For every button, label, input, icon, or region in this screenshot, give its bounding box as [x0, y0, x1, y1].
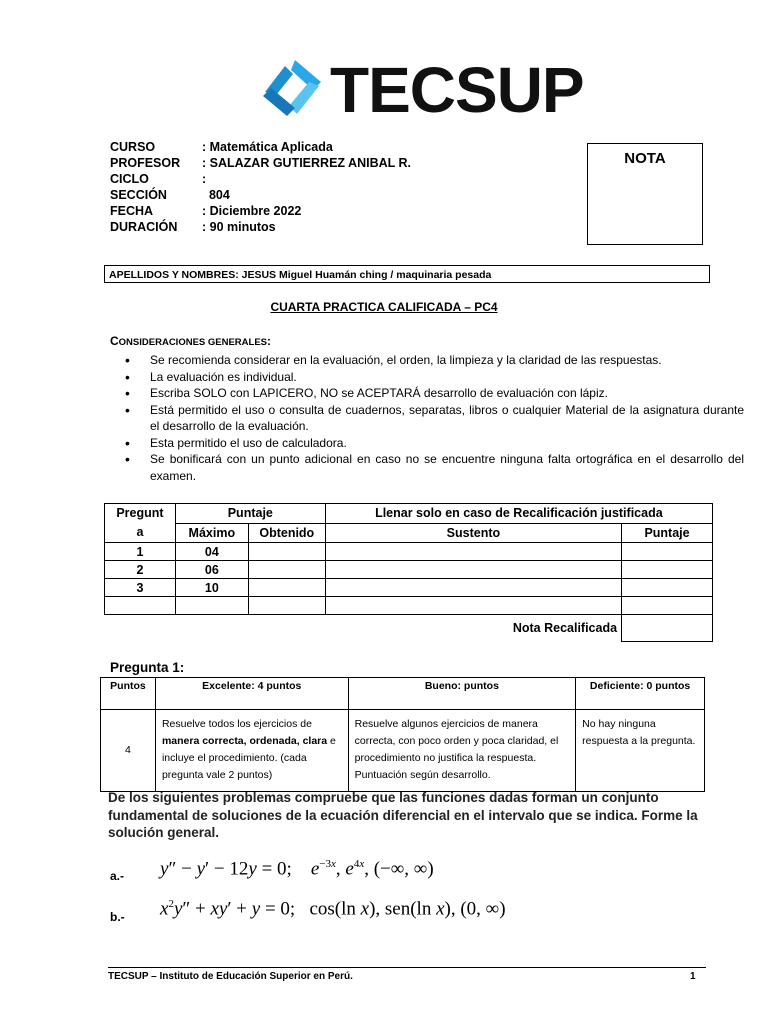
info-row-fecha — [0, 203, 580, 219]
consideration-item: • Esta permitido el uso de calculadora. — [150, 435, 744, 452]
heading-initial: C — [110, 334, 119, 348]
obtained-score-cell[interactable] — [248, 561, 325, 579]
grade-box — [587, 143, 703, 245]
question-instructions: De los siguientes problemas compruebe que las funciones dadas forman un conjunto fundamental de soluciones de la ecuación diferencial en el intervalo que se indica. Forme la solución general. — [108, 790, 698, 840]
consideration-item: • Se recomienda considerar en la evaluación, el orden, la limpieza y la claridad de las respuestas. — [150, 352, 744, 369]
question-1-title: Pregunta 1: — [110, 660, 185, 675]
course-info — [0, 139, 580, 239]
header-recalificacion: Llenar solo en caso de Recalificación justificada — [325, 504, 712, 524]
consideration-item: • Se bonificará con un punto adicional en caso no se encuentre ninguna falta ortográfica en el desarrollo del examen. — [150, 451, 744, 484]
heading-colon: : — [267, 334, 271, 348]
consideration-item: • La evaluación es individual. — [150, 369, 744, 386]
question-number: 3 — [105, 579, 176, 597]
info-value: : Matemática Aplicada — [202, 140, 333, 154]
info-value: : — [202, 172, 207, 186]
recalif-score-cell[interactable] — [622, 579, 713, 597]
info-row-ciclo — [0, 171, 580, 187]
empty-cell[interactable] — [248, 597, 325, 615]
info-value: : 90 minutos — [202, 220, 276, 234]
rubric-header-deficiente: Deficiente: 0 puntos — [576, 678, 705, 710]
header-obtenido: Obtenido — [248, 523, 325, 543]
max-score: 10 — [175, 579, 248, 597]
consideration-item: • Escriba SOLO con LAPICERO, NO se ACEPTARÁ desarrollo de evaluación con lápiz. — [150, 385, 744, 402]
question-number: 2 — [105, 561, 176, 579]
header-pregunta: Pregunta — [105, 504, 176, 543]
info-row-profesor — [0, 155, 580, 171]
obtained-score-cell[interactable] — [248, 543, 325, 561]
header-maximo: Máximo — [175, 523, 248, 543]
table-row — [105, 543, 713, 561]
table-row — [105, 561, 713, 579]
header-puntaje: Puntaje — [175, 504, 325, 524]
question-number: 1 — [105, 543, 176, 561]
item-b-equation: $x^2y'' + xy' + y = 0$; cos(ln x), sen(ln x), (0, ∞) — [160, 898, 506, 920]
rubric-deficiente: No hay ninguna respuesta a la pregunta. — [576, 710, 705, 792]
info-label: CURSO — [110, 140, 156, 154]
info-row-seccion — [0, 187, 580, 203]
rubric-excelente — [155, 710, 348, 792]
grade-label: NOTA — [624, 150, 666, 167]
sustento-cell[interactable] — [325, 543, 621, 561]
info-row-duracion — [0, 219, 580, 235]
info-value: : Diciembre 2022 — [202, 204, 302, 218]
max-score: 04 — [175, 543, 248, 561]
header-sustento: Sustento — [325, 523, 621, 543]
empty-cell[interactable] — [175, 597, 248, 615]
rubric-table — [100, 677, 705, 792]
rubric-excelente-emphasis: manera correcta, ordenada, clara — [161, 735, 328, 747]
info-row-curso — [0, 139, 580, 155]
item-a-label: a.- — [110, 869, 125, 883]
tecsup-emblem-icon — [255, 52, 330, 124]
empty-cell[interactable] — [622, 597, 713, 615]
item-b-label: b.- — [110, 910, 125, 924]
rubric-header-puntos: Puntos — [101, 678, 156, 710]
heading-rest: ONSIDERACIONES GENERALES — [118, 337, 267, 348]
obtained-score-cell[interactable] — [248, 579, 325, 597]
info-value: : SALAZAR GUTIERREZ ANIBAL R. — [202, 156, 412, 170]
consideration-item: • Está permitido el uso o consulta de cuadernos, separatas, libros o cualquier Material de la asignatura durante el desarrollo de la evaluación. — [150, 402, 744, 435]
student-name-field[interactable]: APELLIDOS Y NOMBRES: JESUS Miguel Huamán ching / maquinaria pesada — [104, 265, 710, 283]
rubric-bueno: Resuelve algunos ejercicios de manera correcta, con poco orden y poca claridad, el procedimiento no justifica la respuesta. Puntuación según desarrollo. — [348, 710, 576, 792]
exam-title-text: CUARTA PRACTICA CALIFICADA – PC4 — [270, 300, 498, 314]
rubric-points: 4 — [101, 710, 156, 792]
footer-divider — [108, 967, 706, 968]
recalif-score-cell[interactable] — [622, 543, 713, 561]
sustento-cell[interactable] — [325, 561, 621, 579]
info-label: SECCIÓN — [110, 188, 167, 202]
footer-text: TECSUP – Instituto de Educación Superior en Perú. — [108, 971, 353, 982]
sustento-cell[interactable] — [325, 579, 621, 597]
nota-recalificada-label: Nota Recalificada — [512, 621, 618, 636]
score-table — [104, 503, 713, 642]
empty-cell[interactable] — [325, 597, 621, 615]
empty-cell[interactable] — [105, 597, 176, 615]
nota-recalificada-cell[interactable] — [622, 615, 713, 642]
table-row — [105, 597, 713, 615]
info-value: 804 — [202, 188, 230, 202]
recalif-score-cell[interactable] — [622, 561, 713, 579]
max-score: 06 — [175, 561, 248, 579]
considerations-heading — [110, 334, 271, 348]
item-a-equation: y″ − y′ − 12y = 0; $e^{-3x}$, $e^{4x}$, (−∞, ∞) — [160, 858, 434, 880]
rubric-excelente-text-c: e incluye el procedimiento. (cada pregunta vale 2 puntos) — [161, 735, 336, 781]
info-label: PROFESOR — [110, 156, 181, 170]
info-label: CICLO — [110, 172, 149, 186]
header-puntaje-recalif: Puntaje — [622, 523, 713, 543]
info-label: DURACIÓN — [110, 220, 178, 234]
exam-title — [0, 300, 768, 314]
logo-wordmark: TECSUP — [330, 54, 584, 126]
info-label: FECHA — [110, 204, 154, 218]
table-row — [105, 579, 713, 597]
rubric-excelente-text-a: Resuelve todos los ejercicios de — [161, 718, 312, 730]
rubric-header-bueno: Bueno: puntos — [348, 678, 576, 710]
page-number: 1 — [690, 971, 696, 982]
rubric-header-excelente: Excelente: 4 puntos — [155, 678, 348, 710]
considerations-list — [110, 352, 744, 484]
